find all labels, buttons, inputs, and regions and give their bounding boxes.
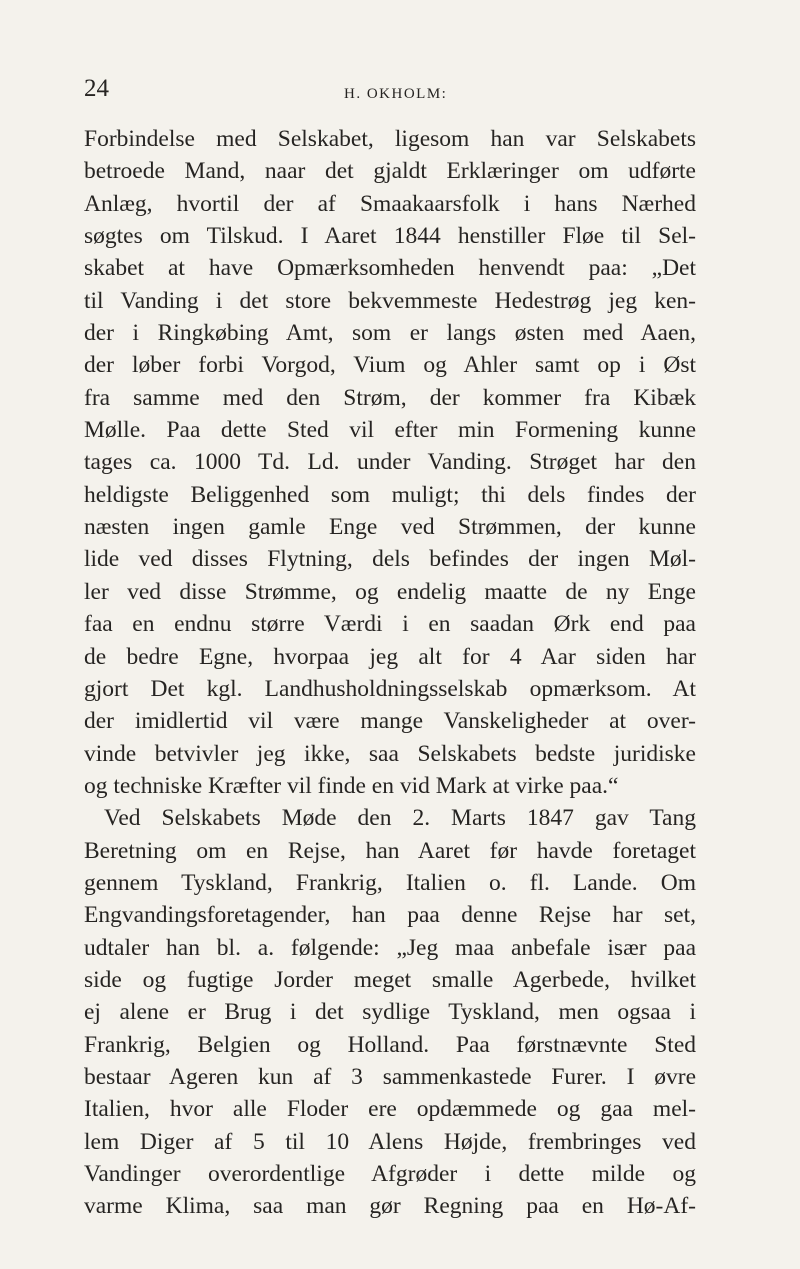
text-line: heldigste Beliggenhed som muligt; thi dels findes der [84,481,696,508]
text-line: fra samme med den Strøm, der kommer fra Kibæk [84,384,696,411]
text-line: gjort Det kgl. Landhusholdningsselskab opmærksom. At [84,675,696,702]
text-line: faa en endnu større Værdi i en saadan Ørk end paa [84,611,696,638]
text-line: Vandinger overordentlige Afgrøder i dette milde og [84,1161,696,1187]
text-line: søgtes om Tilskud. I Aaret 1844 henstiller Fløe til Sel- [84,223,696,250]
text-line: der imidlertid vil være mange Vanskeligheder at over- [84,708,696,735]
text-line: lem Diger af 5 til 10 Alens Højde, frembringes ved [84,1128,696,1155]
text-line: Ved Selskabets Møde den 2. Marts 1847 gav Tang [104,805,696,832]
text-line: der løber forbi Vorgod, Vium og Ahler samt op i Øst [84,352,696,379]
text-line: udtaler han bl. a. følgende: „Jeg maa anbefale især paa [84,934,696,961]
text-line: Engvandingsforetagender, han paa denne Rejse har set, [84,902,696,929]
text-line: Italien, hvor alle Floder ere opdæmmede og gaa mel- [84,1096,696,1123]
text-line: tages ca. 1000 Td. Ld. under Vanding. Strøget har den [84,449,696,476]
text-line: Beretning om en Rejse, han Aaret før havde foretaget [84,837,696,864]
text-line: ler ved disse Strømme, og endelig maatte de ny Enge [84,578,696,605]
text-line: ej alene er Brug i det sydlige Tyskland, men ogsaa i [84,999,696,1026]
text-line: de bedre Egne, hvorpaa jeg alt for 4 Aar siden har [84,643,696,670]
text-line: Mølle. Paa dette Sted vil efter min Formening kunne [84,417,696,444]
text-line: næsten ingen gamle Enge ved Strømmen, der kunne [84,514,696,541]
text-line: Frankrig, Belgien og Holland. Paa førstnævnte Sted [84,1031,696,1058]
text-line: til Vanding i det store bekvemmeste Hedestrøg jeg ken- [84,287,696,314]
running-head-author: H. OKHOLM: [344,86,448,102]
text-line: Forbindelse med Selskabet, ligesom han var Selskabets [84,126,696,152]
text-line: Anlæg, hvortil der af Smaakaarsfolk i hans Nærhed [84,190,696,217]
text-line: lide ved disses Flytning, dels befindes der ingen Møl- [84,546,696,573]
body-text [84,123,696,1223]
page-number: 24 [84,75,109,102]
running-head [84,74,704,104]
text-line: side og fugtige Jorder meget smalle Agerbede, hvilket [84,966,696,993]
text-line: varme Klima, saa man gør Regning paa en Hø-Af- [84,1193,696,1220]
text-line: der i Ringkøbing Amt, som er langs østen med Aaen, [84,320,696,347]
text-line: og techniske Kræfter vil finde en vid Mark at virke paa.“ [84,772,619,799]
text-line: gennem Tyskland, Frankrig, Italien o. fl. Lande. Om [84,869,696,896]
text-line: vinde betvivler jeg ikke, saa Selskabets bedste juridiske [84,740,696,767]
text-line: skabet at have Opmærksomheden henvendt paa: „Det [84,255,696,282]
text-line: bestaar Ageren kun af 3 sammenkastede Furer. I øvre [84,1063,696,1090]
text-line: betroede Mand, naar det gjaldt Erklæringer om udførte [84,158,696,185]
